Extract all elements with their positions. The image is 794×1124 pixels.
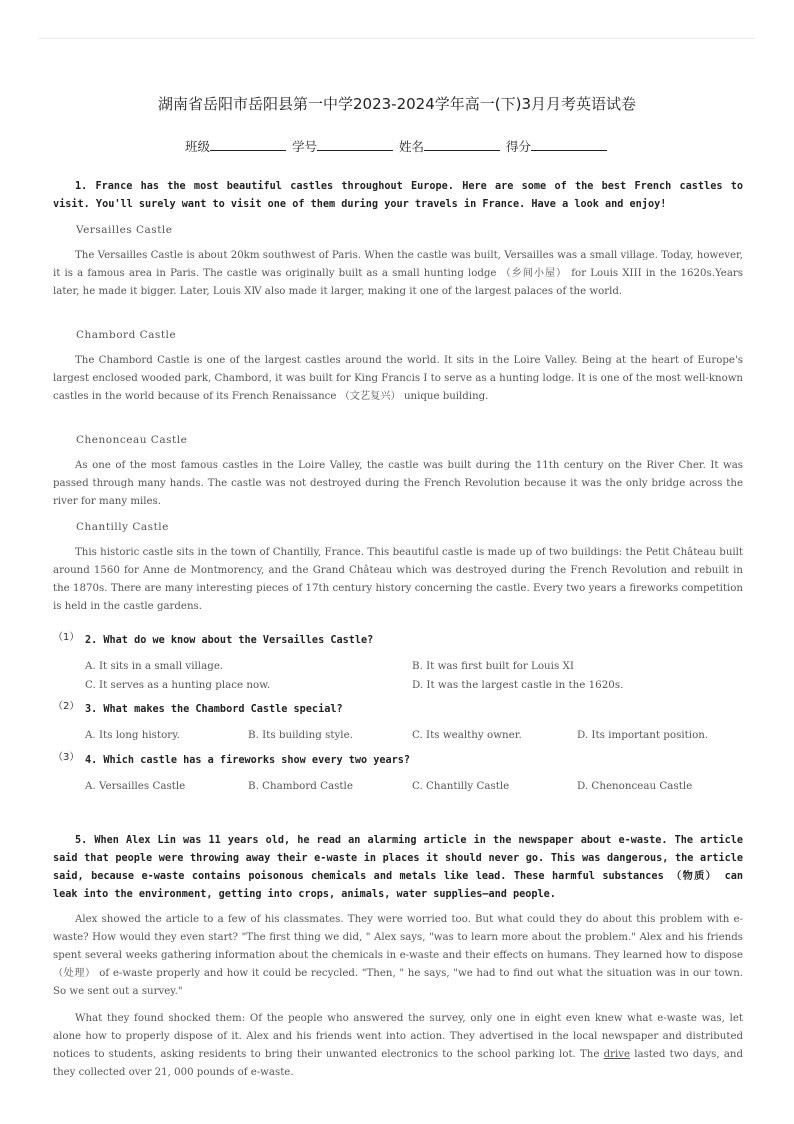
section-heading: Versailles Castle	[76, 224, 173, 236]
paragraph-text: lasted two days, and they collected over 21, 000 pounds of e-waste.	[53, 1049, 743, 1078]
paragraph-text: What they found shocked them: Of the people who answered the survey, only one in eight even knew what e-waste was, let alone how to properly dispose of it. Alex and his friends went into action. They advertised in the local newspaper and distributed notices to students, asking residents to bring their unwanted electronics to the school parking lot. The	[53, 1013, 743, 1060]
answer-option[interactable]: A. Versailles Castle	[85, 780, 186, 792]
answer-option[interactable]: A. It sits in a small village.	[85, 660, 224, 672]
answer-option[interactable]: B. Its building style.	[248, 729, 353, 741]
passage2-paragraph: Alex showed the article to a few of his classmates. They were worried too. But what could they do about this problem with e-waste? How would they even start? "The first thing we did, " Alex says, "was to learn more about the problem." Alex and his friends spent several weeks gathering information about the chemicals in e-waste and their effects on humans. They learned how to dispose （处理） of e-waste properly and how it could be recycled. "Then, " he says, "we had to find out what the situation was in our town. So we sent out a survey."	[53, 914, 743, 997]
section-heading: Chantilly Castle	[76, 521, 169, 533]
passage2-paragraph	[53, 1010, 743, 1082]
score-blank[interactable]	[531, 139, 607, 151]
passage2-lead: 5. When Alex Lin was 11 years old, he read an alarming article in the newspaper about e-waste. The article said that people were throwing away their e-waste in places it should never go. This was dangerous, the article said, because e-waste contains poisonous chemicals and metals like lead. These harmful substances （物质） can leak into the environment, getting into crops, animals, water supplies—and people.	[53, 835, 743, 900]
class-blank[interactable]	[210, 139, 286, 151]
name-blank[interactable]	[424, 139, 500, 151]
question-text: 4. Which castle has a fireworks show every two years?	[85, 755, 411, 766]
name-label: 姓名	[398, 139, 424, 154]
header-divider	[38, 38, 756, 39]
exam-title: 湖南省岳阳市岳阳县第一中学2023-2024学年高一(下)3月月考英语试卷	[157, 95, 636, 113]
passage1-lead: 1. France has the most beautiful castles throughout Europe. Here are some of the best French castles to visit. You'll surely want to visit one of them during your travels in France. Have a look and enjoy!	[53, 181, 743, 210]
answer-option[interactable]: B. It was first built for Louis XI	[412, 660, 574, 672]
question-text: 2. What do we know about the Versailles Castle?	[85, 635, 374, 646]
answer-option[interactable]: D. Chenonceau Castle	[577, 780, 693, 792]
answer-option[interactable]: D. It was the largest castle in the 1620s.	[412, 679, 624, 691]
answer-option[interactable]: A. Its long history.	[85, 729, 180, 741]
underlined-word: drive	[603, 1049, 631, 1060]
section-text: This historic castle sits in the town of Chantilly, France. This beautiful castle is made up of two buildings: the Petit Château built around 1560 for Anne de Montmorency, and the Grand Château which was destroyed during the French Revolution and rebuilt in the 1870s. There are many interesting pieces of 17th century history concerning the castle. Every two years a fireworks competition is held in the castle gardens.	[53, 547, 743, 612]
answer-option[interactable]: C. Chantilly Castle	[412, 780, 510, 792]
class-label: 班级	[184, 139, 210, 154]
question-text: 3. What makes the Chambord Castle special?	[85, 704, 343, 715]
question-number: （1）	[53, 632, 80, 643]
section-heading: Chenonceau Castle	[76, 434, 188, 446]
section-text: The Versailles Castle is about 20km southwest of Paris. When the castle was built, Versailles was a small village. Today, however, it is a famous area in Paris. The castle was originally built as a small hunting lodge （乡间小屋） for Louis XIII in the 1620s.Years later, he made it bigger. Later, Louis ⅩⅣ also made it larger, making it one of the largest palaces of the world.	[53, 250, 743, 297]
section-heading: Chambord Castle	[76, 329, 177, 341]
section-text: The Chambord Castle is one of the largest castles around the world. It sits in the Loire Valley. Being at the heart of Europe's largest enclosed wooded park, Chambord, it was built for King Francis I to serve as a hunting lodge. It is one of the most well-known castles in the world because of its French Renaissance （文艺复兴） unique building.	[53, 355, 743, 402]
student-id-blank[interactable]	[317, 139, 393, 151]
answer-option[interactable]: C. It serves as a hunting place now.	[85, 679, 271, 691]
student-id-label: 学号	[291, 139, 317, 154]
student-info-line	[0, 137, 794, 155]
section-text: As one of the most famous castles in the Loire Valley, the castle was built during the 11th century on the River Cher. It was passed through many hands. The castle was not destroyed during the French Revolution because it was the only bridge across the river for many miles.	[53, 460, 743, 507]
answer-option[interactable]: D. Its important position.	[577, 729, 709, 741]
question-number: （3）	[53, 752, 80, 763]
question-number: （2）	[53, 701, 80, 712]
answer-option[interactable]: B. Chambord Castle	[248, 780, 353, 792]
score-label: 得分	[505, 139, 531, 154]
answer-option[interactable]: C. Its wealthy owner.	[412, 729, 522, 741]
